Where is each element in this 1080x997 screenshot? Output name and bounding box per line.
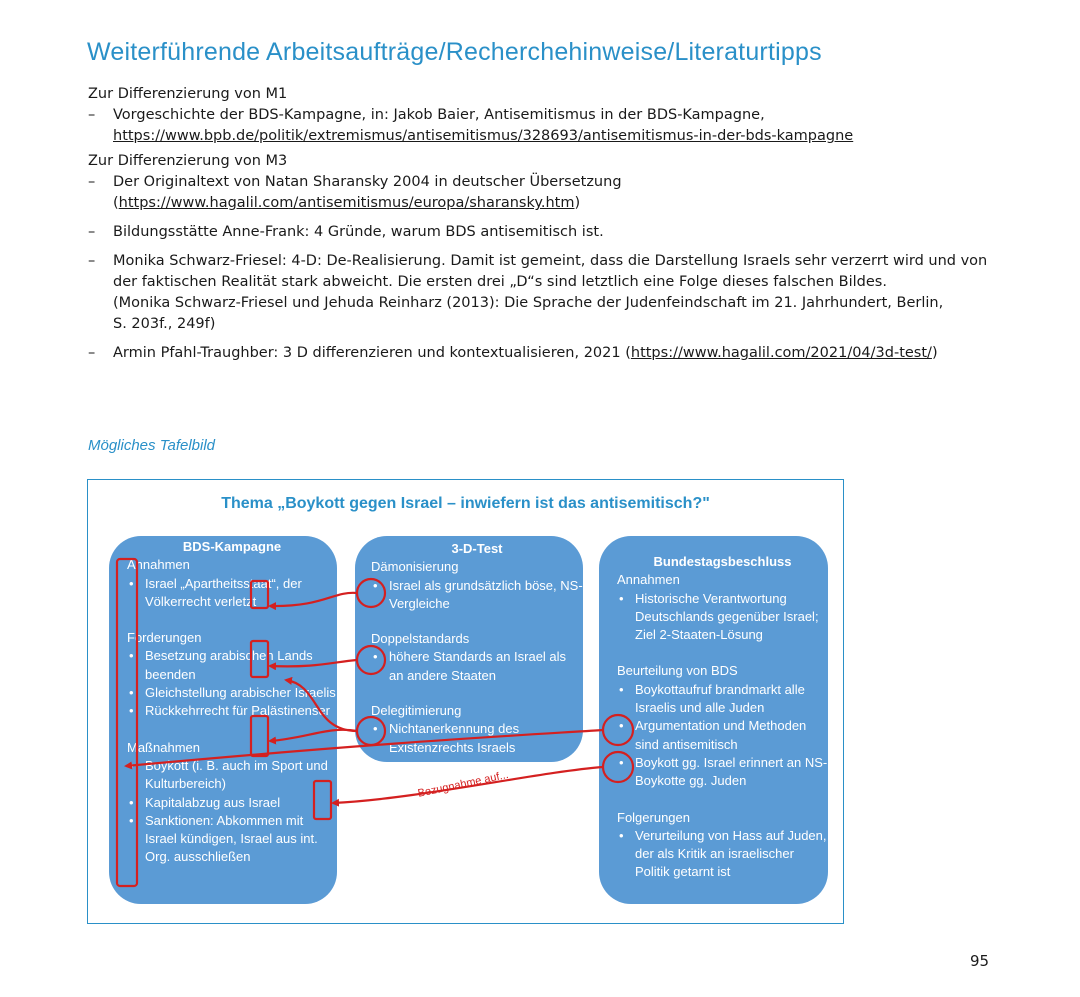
bullet-text: Argumentation und Methoden sind antisemitisch (635, 718, 807, 752)
list-dash: – (88, 253, 96, 269)
list-item (88, 343, 1018, 364)
bullet: • (129, 703, 134, 719)
bds-massnahmen-heading: Maßnahmen (127, 739, 200, 755)
beurteilung-item (617, 717, 828, 754)
bullet-text: höhere Standards an Israel als an andere Staaten (389, 649, 567, 683)
folgerungen-heading: Folgerungen (617, 809, 690, 825)
bullet-text: Israel als grundsätzlich böse, NS-Vergleiche (389, 577, 583, 611)
delegitimierung-item (371, 720, 583, 757)
paren-close: ) (574, 195, 581, 211)
list-item-text: Armin Pfahl-Traughber: 3 D differenzieren und kontextualisieren, 2021 ( (113, 345, 631, 361)
list-item-text: Vorgeschichte der BDS-Kampagne, in: Jakob Baier, Antisemitismus in der BDS-Kampagne, (113, 107, 765, 123)
bpb-link[interactable]: https://www.bpb.de/politik/extremismus/antisemitismus/328693/antisemitismus-in-der-bds-kampagne (113, 128, 854, 144)
beurteilung-heading: Beurteilung von BDS (617, 663, 738, 679)
bds-forderungen-heading: Forderungen (127, 630, 202, 646)
bundestag-column-title: Bundestagsbeschluss (653, 554, 792, 569)
bds-annahmen-item (127, 575, 337, 612)
bds-massnahmen-item (127, 812, 337, 867)
bullet-text: Sanktionen: Abkommen mit Israel kündigen, Israel aus int. Org. ausschließen (145, 812, 318, 865)
section-title-m3: Zur Differenzierung von M3 (88, 153, 288, 169)
list-dash: – (88, 345, 96, 361)
bullet: • (373, 577, 378, 593)
bullet: • (129, 794, 134, 810)
list-item-line: (Monika Schwarz-Friesel und Jehuda Reinharz (2013): Die Sprache der Judenfeindschaft im 21. Jahrhundert, Berlin, (113, 295, 944, 311)
bullet: • (129, 575, 134, 591)
bullet-text: Verurteilung von Hass auf Juden, der als Kritik an israelischer Politik getarnt ist (635, 827, 827, 880)
list-item (88, 251, 1018, 335)
reference-list (88, 84, 1018, 364)
bullet: • (129, 685, 134, 701)
bullet: • (129, 757, 134, 773)
bundestag-annahmen-heading: Annahmen (617, 572, 680, 588)
list-item-text: Bildungsstätte Anne-Frank: 4 Gründe, warum BDS antisemitisch ist. (113, 224, 604, 240)
list-dash: – (88, 174, 96, 190)
bullet-text: Kapitalabzug aus Israel (145, 794, 281, 810)
delegitimierung-heading: Delegitimierung (371, 703, 462, 719)
bullet-text: Boykott (i. B. auch im Sport und Kulturbereich) (145, 757, 328, 792)
daemonisierung-item (371, 577, 583, 614)
bds-forderungen-item (127, 647, 337, 684)
page-heading: Weiterführende Arbeitsaufträge/Recherchehinweise/Literaturtipps (87, 38, 822, 66)
bds-forderungen-item (127, 684, 337, 702)
bds-forderungen-item (127, 702, 337, 720)
bullet-text: Boykottaufruf brandmarkt alle Israelis und alle Juden (635, 681, 805, 716)
bullet: • (373, 721, 378, 737)
list-item-text: Der Originaltext von Natan Sharansky 2004 in deutscher Übersetzung (113, 174, 622, 190)
page-number: 95 (970, 952, 990, 970)
list-item-line: der faktischen Realität stark abweicht. Die ersten drei „D“s sind letztlich eine Folge dieses falschen Bildes. (113, 274, 887, 290)
paren-close: ) (931, 345, 938, 361)
list-item-line: S. 203f., 249f) (113, 316, 216, 332)
three-d-test-column (355, 536, 583, 762)
list-dash: – (88, 224, 96, 240)
bullet: • (129, 812, 134, 828)
sharansky-link[interactable]: https://www.hagalil.com/antisemitismus/europa/sharansky.htm (118, 195, 575, 211)
bullet: • (619, 754, 624, 770)
list-item-line: Monika Schwarz-Friesel: 4-D: De-Realisierung. Damit ist gemeint, dass die Darstellung Israels sehr verzerrt wird und von (113, 253, 988, 269)
bullet-text: Rückkehrrecht für Palästinenser (145, 703, 330, 719)
beurteilung-item (617, 754, 828, 791)
daemonisierung-heading: Dämonisierung (371, 559, 459, 575)
bullet: • (619, 827, 624, 843)
bds-column (109, 536, 337, 904)
list-dash: – (88, 107, 96, 123)
bds-column-title: BDS-Kampagne (182, 539, 282, 554)
bds-annahmen-heading: Annahmen (127, 557, 190, 573)
bullet: • (619, 718, 624, 734)
bullet-text: Nichtanerkennung des Existenzrechts Israels (389, 721, 520, 755)
bullet-text: Israel „Apartheitsstaat“, der Völkerrecht verletzt (145, 575, 302, 609)
bullet-text: Besetzung arabischen Lands beenden (145, 648, 313, 682)
bds-massnahmen-item (127, 757, 337, 794)
folgerungen-item (617, 827, 828, 882)
bullet: • (619, 590, 624, 606)
bezugnahme-annotation: Bezugnahme auf... (416, 768, 510, 800)
bullet-text: Boykott gg. Israel erinnert an NS-Boykotte gg. Juden (635, 754, 828, 789)
section-title-m1: Zur Differenzierung von M1 (88, 86, 288, 102)
bundestag-annahmen-item (617, 590, 828, 645)
bds-massnahmen-item (127, 794, 337, 812)
bullet: • (373, 649, 378, 665)
bundestag-column (599, 536, 828, 904)
three-d-test-title: 3-D-Test (451, 541, 503, 556)
bullet-text: Historische Verantwortung Deutschlands gegenüber Israel; Ziel 2-Staaten-Lösung (635, 590, 819, 643)
bullet-text: Gleichstellung arabischer Israelis (145, 685, 336, 701)
doppelstandards-item (371, 648, 583, 685)
bullet: • (619, 681, 624, 697)
blackboard-figure (87, 479, 844, 924)
list-item (88, 222, 1018, 243)
paren-open: ( (113, 195, 119, 211)
doppelstandards-heading: Doppelstandards (371, 631, 470, 647)
list-item (88, 172, 1018, 214)
bullet: • (129, 648, 134, 664)
list-item (88, 105, 1018, 147)
board-title: Thema „Boykott gegen Israel – inwiefern ist das antisemitisch?" (221, 495, 710, 512)
hagalil-3d-link[interactable]: https://www.hagalil.com/2021/04/3d-test/ (630, 345, 932, 361)
board-caption: Mögliches Tafelbild (88, 437, 216, 454)
beurteilung-item (617, 681, 828, 718)
